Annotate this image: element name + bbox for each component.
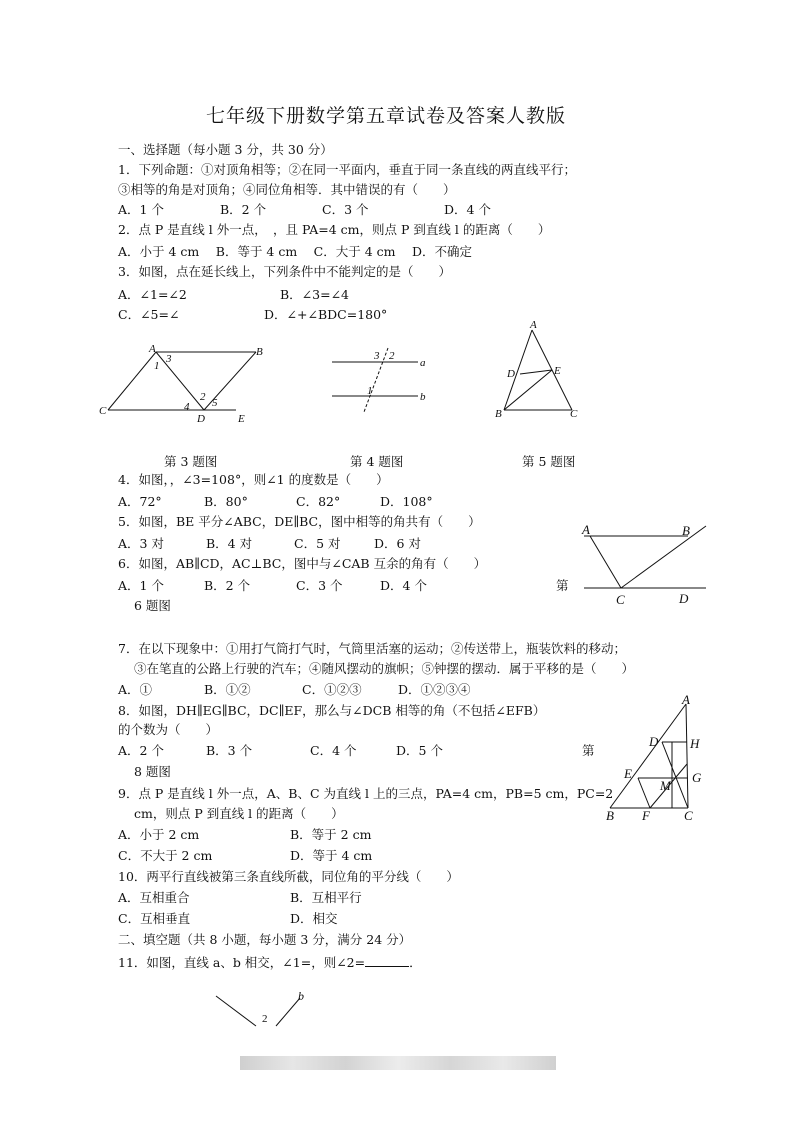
- question-9-option-b: B．等于 2 cm: [290, 827, 372, 842]
- fig8-label-M: M: [660, 778, 671, 793]
- question-8-option-d: D．5 个: [396, 743, 443, 758]
- section-heading-choice: 一、选择题（每小题 3 分，共 30 分）: [118, 142, 333, 157]
- question-7-text: 7．在以下现象中：①用打气筒打气时，气筒里活塞的运动；②传送带上，瓶装饮料的移动；: [118, 641, 626, 656]
- question-5-text: 5．如图，BE 平分∠ABC，DE∥BC，图中相等的角共有（ ）: [118, 514, 481, 529]
- question-7-option-a: A．①: [118, 682, 153, 697]
- question-2-options: A．小于 4 cm B．等于 4 cm C．大于 4 cm D．不确定: [118, 244, 472, 259]
- question-3-option-b: B．∠3=∠4: [280, 287, 350, 302]
- figure-4-diagram: [330, 348, 440, 418]
- fig5-label-D: D: [507, 368, 515, 380]
- question-8-option-b: B．3 个: [206, 743, 253, 758]
- figure-8-diagram: [600, 694, 710, 824]
- question-5-option-b: B．4 对: [206, 536, 253, 551]
- fig3-label-C: C: [99, 405, 107, 417]
- fig3-label-B: B: [256, 346, 263, 358]
- question-9-option-d: D．等于 4 cm: [290, 848, 373, 863]
- question-1-text: 1．下列命题：①对顶角相等；②在同一平面内，垂直于同一条直线的两直线平行；: [118, 162, 576, 177]
- question-2-text: 2．点 P 是直线 l 外一点， ，且 PA=4 cm，则点 P 到直线 l 的距离（ ）: [118, 222, 551, 237]
- question-8-option-c: C．4 个: [310, 743, 357, 758]
- page-title: 七年级下册数学第五章试卷及答案人教版: [206, 105, 567, 127]
- question-4-option-a: A．72°: [118, 494, 162, 509]
- fig11-label-b: b: [298, 989, 304, 1003]
- question-6-option-d: D．4 个: [380, 578, 427, 593]
- question-5-option-c: C．5 对: [294, 536, 341, 551]
- figure-3-diagram: [96, 342, 276, 425]
- fig3-label-5: 5: [212, 397, 218, 409]
- question-7-option-d: D．①②③④: [398, 682, 471, 697]
- question-6-option-a: A．1 个: [118, 578, 164, 593]
- fig4-label-a: a: [420, 357, 426, 369]
- question-4-text: 4．如图，，∠3=108°，则∠1 的度数是（ ）: [118, 472, 389, 487]
- fig6-label-A: A: [582, 522, 590, 537]
- question-10-option-c: C．互相垂直: [118, 911, 191, 926]
- question-6-option-c: C．3 个: [296, 578, 343, 593]
- caption-figure-4: 第 4 题图: [350, 454, 404, 469]
- caption-figure-8-part2: 8 题图: [134, 764, 171, 779]
- fig8-label-E: E: [624, 766, 632, 781]
- question-3-option-c: C．∠5=∠: [118, 307, 180, 322]
- answer-blank[interactable]: [365, 955, 409, 967]
- caption-figure-6-part2: 6 题图: [134, 598, 171, 613]
- fig3-label-E: E: [238, 413, 245, 425]
- question-10-option-a: A．互相重合: [118, 890, 190, 905]
- question-1-option-a: A．1 个: [118, 202, 164, 217]
- caption-figure-6-part1: 第: [556, 578, 569, 593]
- question-10-option-b: B．互相平行: [290, 890, 362, 905]
- fig5-label-C: C: [570, 408, 578, 420]
- figure-11-diagram: [210, 990, 320, 1030]
- question-4-option-d: D．108°: [380, 494, 433, 509]
- question-11-text: [118, 955, 422, 971]
- question-6-option-b: B．2 个: [204, 578, 251, 593]
- fig4-label-b: b: [420, 391, 426, 403]
- fig8-label-G: G: [692, 770, 702, 785]
- question-1-option-b: B．2 个: [220, 202, 267, 217]
- question-8-option-a: A．2 个: [118, 743, 164, 758]
- question-1-option-d: D．4 个: [444, 202, 491, 217]
- fig8-label-H: H: [690, 736, 700, 751]
- question-4-option-c: C．82°: [296, 494, 341, 509]
- section-heading-fill: 二、填空题（共 8 小题，每小题 3 分，满分 24 分）: [118, 932, 412, 947]
- fig3-label-4: 4: [184, 401, 190, 413]
- fig4-label-1: 1: [367, 385, 373, 397]
- caption-figure-8-part1: 第: [582, 743, 595, 758]
- fig6-label-B: B: [682, 523, 690, 538]
- fig4-label-3: 3: [374, 350, 380, 362]
- question-7-text-cont: ③在笔直的公路上行驶的汽车；④随风摆动的旗帜；⑤钟摆的摆动．属于平移的是（ ）: [134, 661, 635, 676]
- question-11-stem: 11．如图，直线 a、b 相交，∠1=，则∠2=: [118, 955, 366, 970]
- caption-figure-3: 第 3 题图: [164, 454, 218, 469]
- question-9-option-c: C．不大于 2 cm: [118, 848, 213, 863]
- question-6-text: 6．如图，AB∥CD，AC⊥BC，图中与∠CAB 互余的角有（ ）: [118, 556, 487, 571]
- fig3-label-1: 1: [154, 360, 160, 372]
- question-3-option-a: A．∠1=∠2: [118, 287, 187, 302]
- fig3-label-3: 3: [166, 353, 172, 365]
- figure-6-diagram: [576, 520, 716, 610]
- fig5-label-B: B: [495, 408, 502, 420]
- fig8-label-F: F: [642, 808, 650, 823]
- question-7-option-b: B．①②: [204, 682, 251, 697]
- fig8-label-B: B: [606, 808, 614, 823]
- question-4-option-b: B．80°: [204, 494, 248, 509]
- figure-5-diagram: [492, 320, 582, 420]
- fig3-label-D: D: [197, 413, 205, 425]
- question-8-text-cont: 的个数为（ ）: [118, 722, 219, 737]
- question-9-text: 9．点 P 是直线 l 外一点，A、B、C 为直线 l 上的三点，PA=4 cm，PB=5 cm，PC=2: [118, 786, 614, 801]
- question-3-text: 3．如图，点在延长线上，下列条件中不能判定的是（ ）: [118, 264, 451, 279]
- fig3-label-A: A: [149, 343, 156, 355]
- blurred-watermark: [240, 1056, 556, 1070]
- fig5-label-E: E: [554, 365, 561, 377]
- fig8-label-D: D: [649, 734, 659, 749]
- fig6-label-D: D: [679, 591, 689, 606]
- question-8-text: 8．如图，DH∥EG∥BC，DC∥EF，那么与∠DCB 相等的角（不包括∠EFB）: [118, 703, 546, 718]
- fig8-label-C: C: [684, 808, 693, 823]
- question-3-option-d: D．∠+∠BDC=180°: [264, 307, 388, 322]
- fig3-label-2: 2: [200, 391, 206, 403]
- question-1-option-c: C．3 个: [322, 202, 369, 217]
- question-5-option-d: D．6 对: [374, 536, 421, 551]
- question-5-option-a: A．3 对: [118, 536, 164, 551]
- question-11-end: ．: [409, 955, 422, 970]
- fig11-label-2: 2: [262, 1013, 268, 1025]
- question-9-option-a: A．小于 2 cm: [118, 827, 200, 842]
- fig5-label-A: A: [530, 319, 537, 331]
- question-10-text: 10．两平行直线被第三条直线所截，同位角的平分线（ ）: [118, 869, 459, 884]
- fig6-label-C: C: [616, 592, 625, 607]
- caption-figure-5: 第 5 题图: [522, 454, 576, 469]
- question-7-option-c: C．①②③: [302, 682, 362, 697]
- question-10-option-d: D．相交: [290, 911, 338, 926]
- question-1-text-cont: ③相等的角是对顶角；④同位角相等．其中错误的有（ ）: [118, 182, 456, 197]
- fig4-label-2: 2: [389, 350, 395, 362]
- fig8-label-A: A: [682, 692, 690, 707]
- question-9-text-cont: cm，则点 P 到直线 l 的距离（ ）: [134, 806, 344, 821]
